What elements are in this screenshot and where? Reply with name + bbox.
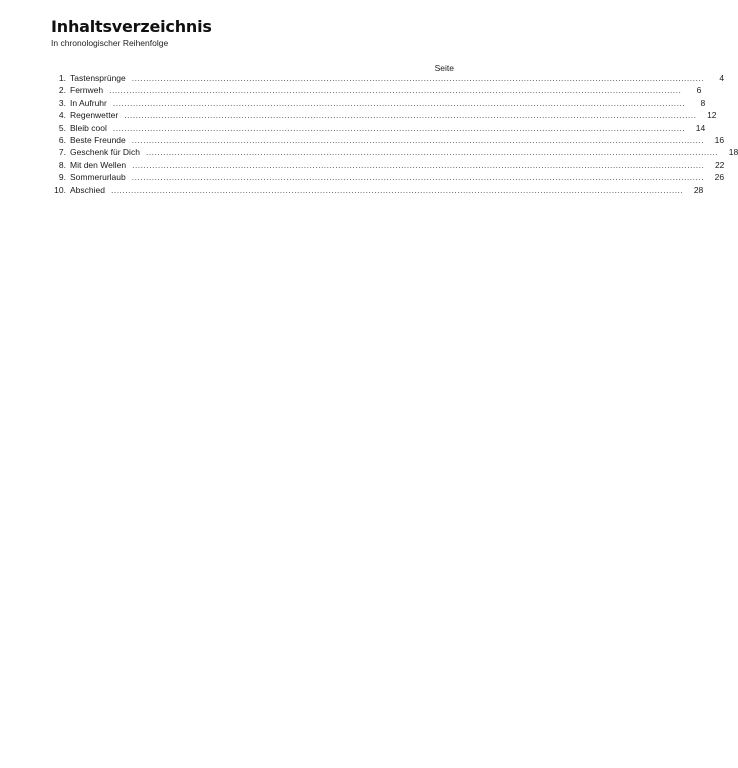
toc-entry-title: Beste Freunde — [70, 134, 126, 145]
toc-entry[interactable] — [46, 110, 717, 122]
toc-entry-number: 1. — [58, 73, 66, 83]
toc-entry-number: 10. — [54, 184, 66, 195]
toc-entry-title: Geschenk für Dich — [70, 147, 140, 158]
toc-entry[interactable] — [46, 73, 725, 85]
toc-entry-number: 2. — [58, 85, 66, 96]
page-subtitle: In chronologischer Reihenfolge — [51, 38, 169, 48]
toc-entry-page: 8 — [700, 97, 706, 108]
toc-entry-number: 3. — [58, 97, 66, 108]
toc-entry-number: 8. — [58, 159, 66, 170]
toc-entry-title: Bleib cool — [70, 122, 107, 133]
toc-entry[interactable] — [46, 85, 702, 97]
dot-leader: ........................................................................................................................................................................................................ — [131, 134, 705, 145]
toc-entry-title: In Aufruhr — [70, 97, 107, 108]
toc-entry-page: 28 — [693, 184, 704, 195]
toc-entry[interactable] — [46, 134, 725, 147]
toc-entry-page: 22 — [714, 159, 725, 170]
dot-leader: ........................................................................................................................................................................................................ — [109, 85, 682, 96]
dot-leader: ........................................................................................................................................................................................................ — [132, 159, 705, 170]
toc-entry-page: 16 — [714, 134, 725, 145]
toc-entry-title: Regenwetter — [70, 110, 119, 121]
toc-entry[interactable] — [46, 97, 706, 110]
toc-entry-page: 4 — [719, 73, 725, 83]
toc-entry-page: 14 — [695, 122, 706, 133]
toc-entry-page: 12 — [707, 110, 717, 121]
toc-entry[interactable] — [46, 159, 725, 172]
toc-entry[interactable] — [46, 147, 738, 159]
toc-entry-title: Tastensprünge — [70, 73, 126, 83]
toc-entry-title: Sommerurlaub — [70, 172, 126, 183]
toc-entry-page: 18 — [728, 147, 738, 158]
toc-entry-title: Abschied — [70, 184, 105, 195]
dot-leader: ........................................................................................................................................................................................................ — [131, 172, 705, 183]
toc-entry-number: 9. — [58, 172, 66, 183]
toc-entry-title: Fernweh — [70, 85, 104, 96]
toc-entry[interactable] — [46, 184, 704, 197]
toc-entry-title: Mit den Wellen — [70, 159, 127, 170]
toc-entry-number: 4. — [58, 110, 66, 121]
dot-leader: ........................................................................................................................................................................................................ — [112, 122, 686, 133]
dot-leader: ........................................................................................................................................................................................................ — [110, 184, 684, 195]
toc-entry[interactable] — [46, 172, 725, 184]
toc-entry-page: 26 — [714, 172, 725, 183]
dot-leader: ........................................................................................................................................................................................................ — [145, 147, 719, 158]
toc-entry[interactable] — [46, 122, 706, 135]
toc-entry-number: 5. — [58, 122, 66, 133]
dot-leader: ........................................................................................................................................................................................................ — [124, 110, 697, 121]
toc-entry-number: 7. — [58, 147, 66, 158]
dot-leader: ........................................................................................................................................................................................................ — [112, 97, 686, 108]
page-title: Inhaltsverzeichnis — [51, 17, 212, 36]
table-of-contents — [46, 73, 738, 197]
toc-entry-page: 6 — [696, 85, 702, 96]
page-column-header: Seite — [434, 63, 454, 73]
dot-leader: ........................................................................................................................................................................................................ — [131, 73, 705, 83]
toc-entry-number: 6. — [58, 134, 66, 145]
